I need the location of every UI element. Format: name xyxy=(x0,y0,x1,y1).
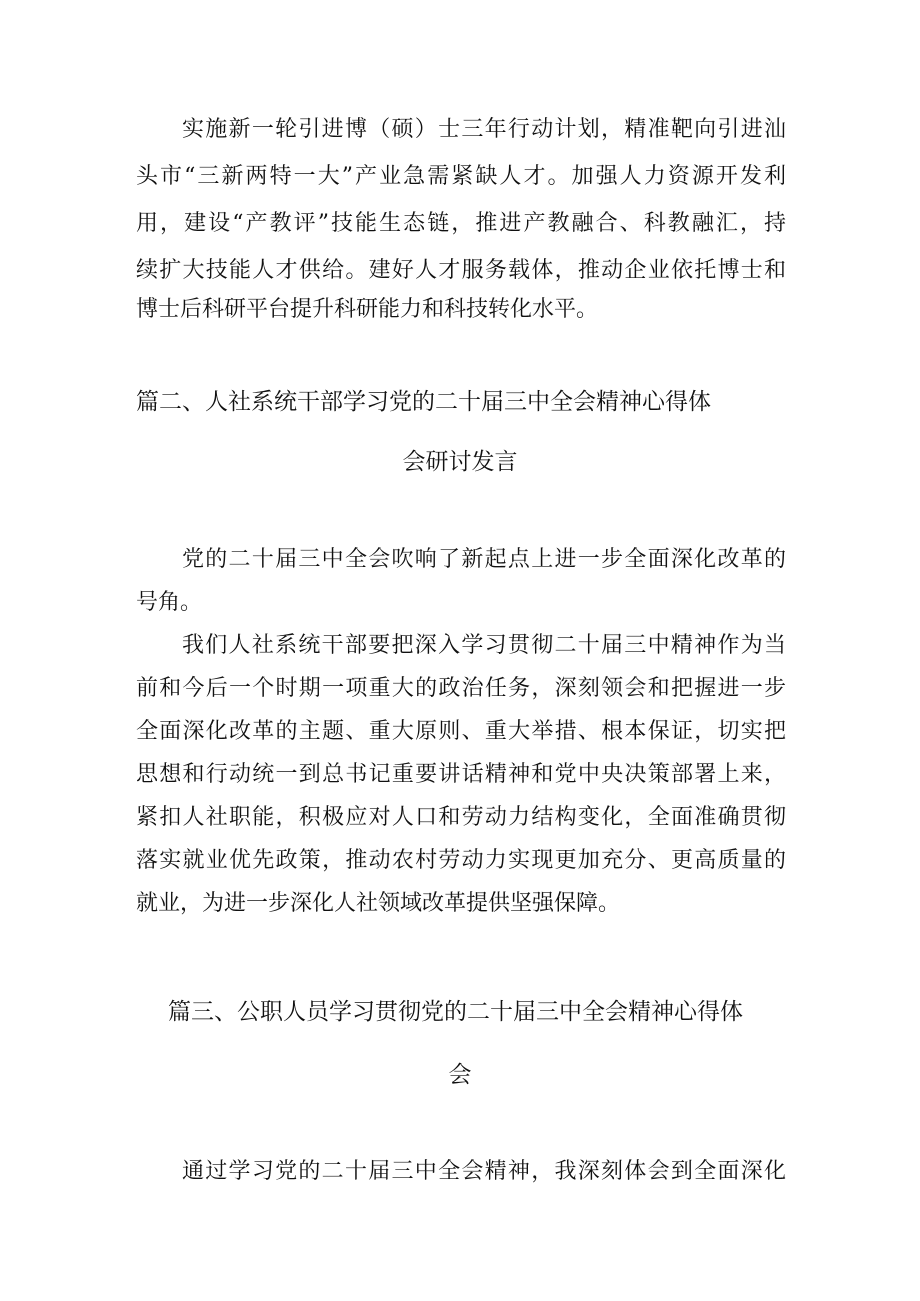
section-2-paragraph-2-line-4: 思想和行动统一到总书记重要讲话精神和党中央决策部署上来， xyxy=(136,762,786,787)
section-2-paragraph-2-line-2: 前和今后一个时期一项重大的政治任务，深刻领会和把握进一步 xyxy=(136,676,786,701)
paragraph-1-line-3: 用，建设“产教评”技能生态链，推进产教融合、科教融汇，持 xyxy=(136,211,786,236)
section-2-paragraph-2-line-7: 就业，为进一步深化人社领域改革提供坚强保障。 xyxy=(136,891,621,916)
section-2-paragraph-2-line-6: 落实就业优先政策，推动农村劳动力实现更加充分、更高质量的 xyxy=(136,848,786,873)
section-2-title-line-1: 篇二、人社系统干部学习党的二十届三中全会精神心得体 xyxy=(136,389,711,415)
paragraph-1-line-1: 实施新一轮引进博（硕）士三年行动计划，精准靶向引进汕 xyxy=(182,117,786,142)
paragraph-1-line-5: 博士后科研平台提升科研能力和科技转化水平。 xyxy=(136,297,599,322)
section-2-paragraph-1-line-1: 党的二十届三中全会吹响了新起点上进一步全面深化改革的 xyxy=(182,547,786,572)
section-2-title-line-2: 会研讨发言 xyxy=(402,449,518,475)
section-2-paragraph-1-line-2: 号角。 xyxy=(136,590,203,615)
paragraph-1-line-2: 头市“三新两特一大”产业急需紧缺人才。加强人力资源开发利 xyxy=(136,164,786,189)
section-2-paragraph-2-line-1: 我们人社系统干部要把深入学习贯彻二十届三中精神作为当 xyxy=(182,633,786,658)
section-3-paragraph-1-line-1: 通过学习党的二十届三中全会精神，我深刻体会到全面深化 xyxy=(182,1159,786,1184)
section-2-paragraph-2-line-5: 紧扣人社职能，积极应对人口和劳动力结构变化，全面准确贯彻 xyxy=(136,805,786,830)
paragraph-1-line-4: 续扩大技能人才供给。建好人才服务载体，推动企业依托博士和 xyxy=(136,258,786,283)
section-3-title-line-1: 篇三、公职人员学习贯彻党的二十届三中全会精神心得体 xyxy=(168,999,743,1025)
section-2-paragraph-2-line-3: 全面深化改革的主题、重大原则、重大举措、根本保证，切实把 xyxy=(136,719,786,744)
section-3-title-line-2: 会 xyxy=(448,1062,472,1088)
